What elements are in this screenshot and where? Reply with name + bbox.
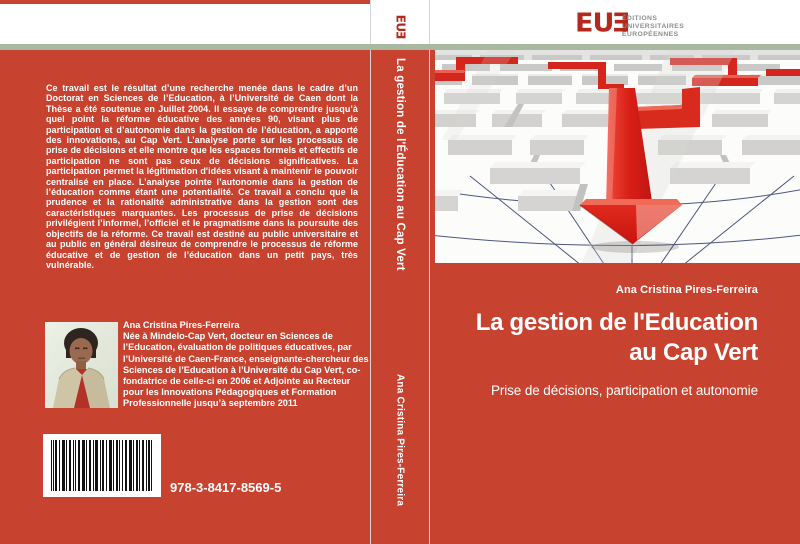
- synopsis-text: Ce travail est le résultat d’une recherche menée dans le cadre d’un Doctorat en Sciences de l’Education, à l’Université de Caen dont la Thèse a été soutenue en Juillet 2004. Il essaye de comprendre jusqu’à quel point la réforme éducative des années 90, visant plus de participation et d’autonomie dans la gestion de l’éducation, a apporté des innovations, au Cap Vert. L’analyse porte sur les processus de prise de décisions et elle montre que les espaces formels et effectifs de participation ne sont pas ceux de décisions significatives. La participation permet la légitimation d'idées visant à maintenir le pouvoir centralisé en place. L’analyse pointe l’autonomie dans la gestion de l’éducation comme étant une potentialité. Ce travail a conclu que la prudence et la rationalité administrative dans la gestion sont des caractéristiques marquantes. Les processus de prise de décisions privilégient l’informel, l’officiel et le pragmatisme dans la poursuite des objectifs de la réforme. Ce travail est destiné au public universitaire et au public en général désireux de comprendre le processus de réforme éducative et de gestion de l’éducation dans un petit pays, très vulnérable.: [46, 83, 358, 270]
- back-cover: [0, 0, 370, 544]
- front-cover-red-panel: [430, 263, 800, 544]
- spine-title: La gestion de l'Éducation au Cap Vert: [394, 58, 406, 271]
- spine-red-panel: [371, 50, 429, 544]
- front-cover: [430, 0, 800, 544]
- publisher-logo-spine: EUE: [393, 14, 407, 40]
- back-cover-red-panel: [0, 50, 370, 544]
- author-bio-name: Ana Cristina Pires-Ferreira: [123, 320, 240, 330]
- book-title-line-2: au Cap Vert: [629, 339, 758, 366]
- green-accent-band: [0, 44, 800, 50]
- book-subtitle: Prise de décisions, participation et autonomie: [490, 383, 758, 398]
- publisher-name-line: EUROPÉENNES: [622, 31, 679, 38]
- author-bio: [123, 320, 370, 410]
- back-top-strip: [0, 0, 370, 4]
- author-bio-text: Née à Mindelo-Cap Vert, docteur en Sciences de l’Education, évaluation de politiques éducatives, par l’Université de Caen-France, enseignante-chercheur des Sciences de l’Education à l’Université du Cap Vert, co-fondatrice de celle-ci en 2006 et Adjointe au Recteur pour les Innovations Pédagogiques et Formation Professionnelle jusqu’à septembre 2011: [123, 331, 369, 409]
- front-author: Ana Cristina Pires-Ferreira: [615, 284, 758, 296]
- publisher-name-line: UNIVERSITAIRES: [622, 23, 685, 30]
- book-title: [476, 308, 758, 368]
- publisher-header: [430, 0, 800, 44]
- spine-author: Ana Cristina Pires-Ferreira: [394, 374, 406, 507]
- isbn-number: 978-3-8417-8569-5: [170, 480, 282, 495]
- barcode: [43, 434, 161, 497]
- publisher-name-line: ÉDITIONS: [622, 15, 658, 22]
- publisher-name: [622, 15, 684, 39]
- book-title-line-1: La gestion de l'Education: [475, 309, 758, 336]
- spine: [370, 0, 430, 544]
- maze-arrow-illustration: [430, 50, 800, 263]
- publisher-logo: EUE: [575, 9, 631, 39]
- author-photo: [45, 322, 118, 408]
